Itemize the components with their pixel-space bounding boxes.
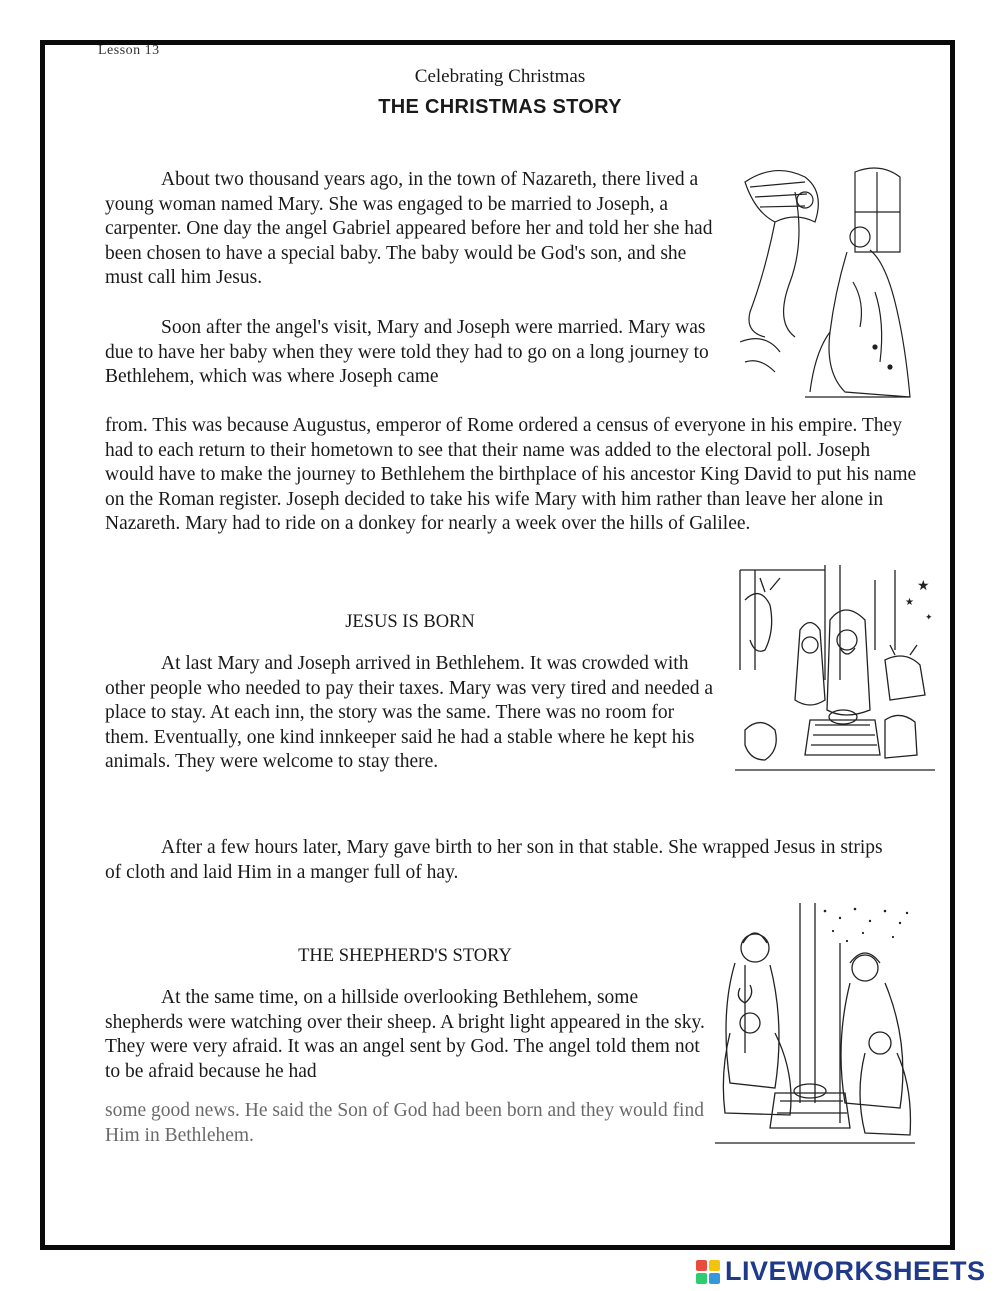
story-paragraph-5-faded: some good news. He said the Son of God had been born and they would find Him in Bethlehem. bbox=[105, 1100, 704, 1146]
page-title: THE CHRISTMAS STORY bbox=[378, 96, 622, 118]
story-paragraph-1: About two thousand years ago, in the town of Nazareth, there lived a young woman named Mary. She was engaged to be married to Joseph, a carpenter. One day the angel Gabriel appeared before her and told her she had been chosen to have a special baby. The baby would be God's son, and she must call him Jesus. bbox=[105, 169, 713, 288]
section-heading-jesus-is-born: JESUS IS BORN bbox=[345, 612, 475, 632]
story-paragraph-3: At last Mary and Joseph arrived in Bethlehem. It was crowded with other people who needed to pay their taxes. Mary was very tired and needed a place to stay. At each inn, the story was the same. There was no room for them. Eventually, one kind innkeeper said he had a stable where he kept his animals. They were welcome to stay there. bbox=[105, 653, 714, 772]
angel-mary-drawing bbox=[735, 162, 915, 402]
page-subtitle: Celebrating Christmas bbox=[414, 66, 586, 87]
nativity-illustration bbox=[735, 560, 935, 796]
nativity-stable-drawing bbox=[735, 560, 935, 796]
annunciation-illustration bbox=[735, 162, 915, 402]
lesson-label: Lesson 13 bbox=[98, 44, 160, 54]
story-paragraph-2-bottom: from. This was because Augustus, emperor of Rome ordered a census of everyone in his empire. They had to each return to their hometown to see that their name was added to the electoral poll. Joseph would have to make the journey to Bethlehem the birthplace of his ancestor King David to put his name on the Roman register. Joseph decided to take his wife Mary with him rather than leave her alone in Nazareth. Mary had to ride on a donkey for nearly a week over the hills of Galilee. bbox=[105, 415, 917, 534]
svg-text:★: ★ bbox=[905, 597, 914, 608]
shepherds-visit-drawing bbox=[715, 903, 915, 1158]
story-paragraph-5: At the same time, on a hillside overlooking Bethlehem, some shepherds were watching over their sheep. A bright light appeared in the sky. They were very afraid. It was an angel sent by God. The angel told them not to be afraid because he had bbox=[105, 987, 705, 1082]
story-paragraph-4: After a few hours later, Mary gave birth to her son in that stable. She wrapped Jesus in strips of cloth and laid Him in a manger full of hay. bbox=[105, 837, 883, 883]
svg-text:★: ★ bbox=[917, 579, 930, 594]
liveworksheets-logo bbox=[695, 1256, 986, 1287]
svg-text:✦: ✦ bbox=[925, 612, 933, 622]
section-heading-shepherds-story: THE SHEPHERD'S STORY bbox=[298, 946, 512, 966]
story-paragraph-2-top: Soon after the angel's visit, Mary and Joseph were married. Mary was due to have her baby when they were told they had to go on a long journey to Bethlehem, which was where Joseph came bbox=[105, 317, 709, 387]
shepherds-illustration bbox=[715, 903, 915, 1158]
brand-name: LIVEWORKSHEETS bbox=[725, 1256, 986, 1286]
liveworksheets-logo-icon bbox=[695, 1259, 721, 1285]
